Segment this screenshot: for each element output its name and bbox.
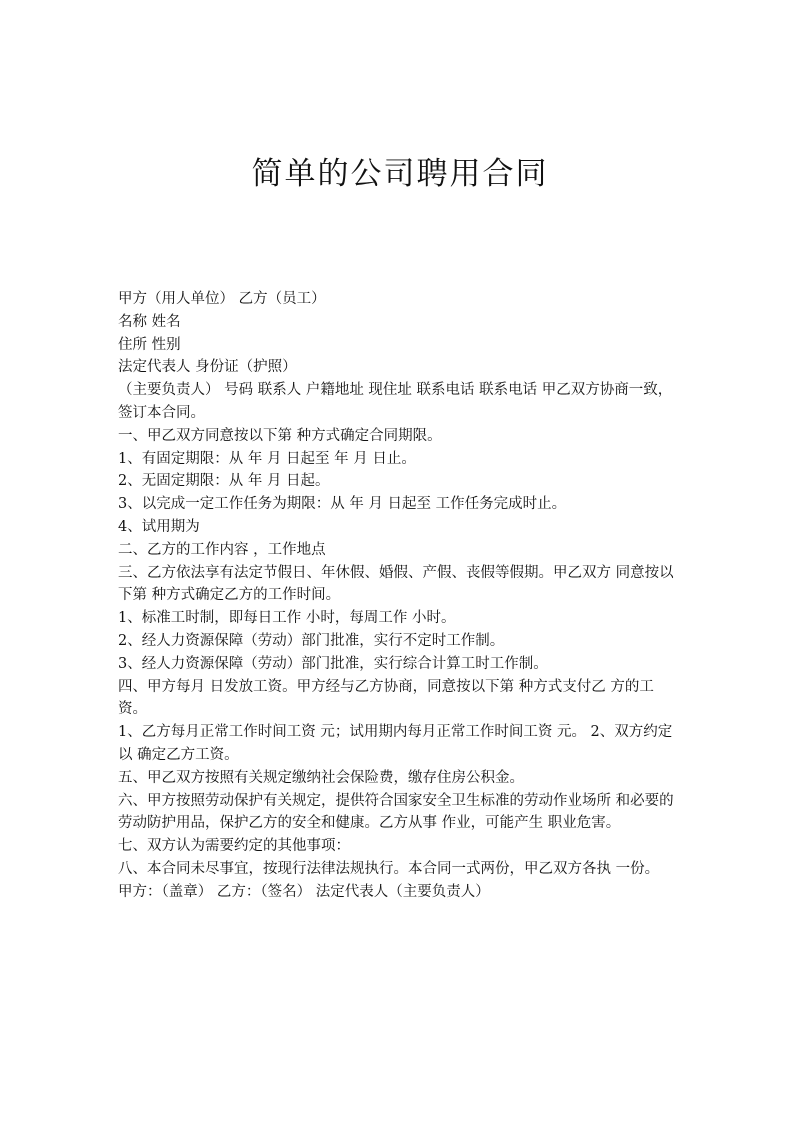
clause-5: 五、甲乙双方按照有关规定缴纳社会保险费，缴存住房公积金。: [118, 769, 524, 786]
clause-3-item-3: 3、经人力资源保障（劳动）部门批准，实行综合计算工时工作制。: [118, 655, 548, 672]
clause-7: 七、双方认为需要约定的其他事项：: [118, 838, 350, 855]
clause-1-item-3: 3、以完成一定工作任务为期限：从 年 月 日起至 工作任务完成时止。: [118, 496, 567, 513]
contact-info-paragraph: （主要负责人） 号码 联系人 户籍地址 现住址 联系电话 联系电话 甲乙双方协商一致，签订本合同。: [118, 382, 673, 421]
clause-3-item-1: 1、标准工时制，即每日工作 小时，每周工作 小时。: [118, 610, 456, 627]
clause-1-item-1: 1、有固定期限：从 年 月 日起至 年 月 日止。: [118, 450, 416, 467]
clause-2: 二、乙方的工作内容 ，工作地点: [118, 541, 326, 558]
clause-3-heading: 三、乙方依法享有法定节假日、年休假、婚假、产假、丧假等假期。甲乙双方 同意按以下第 种方式确定乙方的工作时间。: [118, 564, 674, 604]
name-line: 名称 姓名: [118, 313, 181, 330]
clause-4-heading: 四、甲方每月 日发放工资。甲方经与乙方协商，同意按以下第 种方式支付乙 方的工资。: [118, 678, 654, 718]
clause-6: 六、甲方按照劳动保护有关规定，提供符合国家安全卫生标准的劳动作业场所 和必要的劳动防护用品，保护乙方的安全和健康。乙方从事 作业，可能产生 职业危害。: [118, 792, 674, 832]
clause-8: 八、本合同未尽事宜，按现行法律法规执行。本合同一式两份，甲乙双方各执 一份。: [118, 860, 660, 877]
legal-rep-line: 法定代表人 身份证（护照）: [118, 359, 297, 376]
clause-1-item-4: 4、试用期为: [118, 518, 200, 535]
document-body: [118, 288, 680, 904]
document-title: 简单的公司聘用合同: [251, 156, 549, 192]
address-line: 住所 性别: [118, 336, 181, 353]
signature-line: 甲方：（盖章） 乙方：（签名） 法定代表人（主要负责人）: [118, 883, 490, 900]
clause-4-items: 1、乙方每月正常工作时间工资 元；试用期内每月正常工作时间工资 元。 2、双方约定以 确定乙方工资。: [118, 724, 673, 763]
clause-3-item-2: 2、经人力资源保障（劳动）部门批准，实行不定时工作制。: [118, 632, 505, 649]
party-header-line: 甲方（用人单位） 乙方（员工）: [118, 291, 326, 307]
clause-1-item-2: 2、无固定期限：从 年 月 日起。: [118, 473, 330, 490]
clause-1-heading: 一、甲乙双方同意按以下第 种方式确定合同期限。: [118, 427, 442, 444]
